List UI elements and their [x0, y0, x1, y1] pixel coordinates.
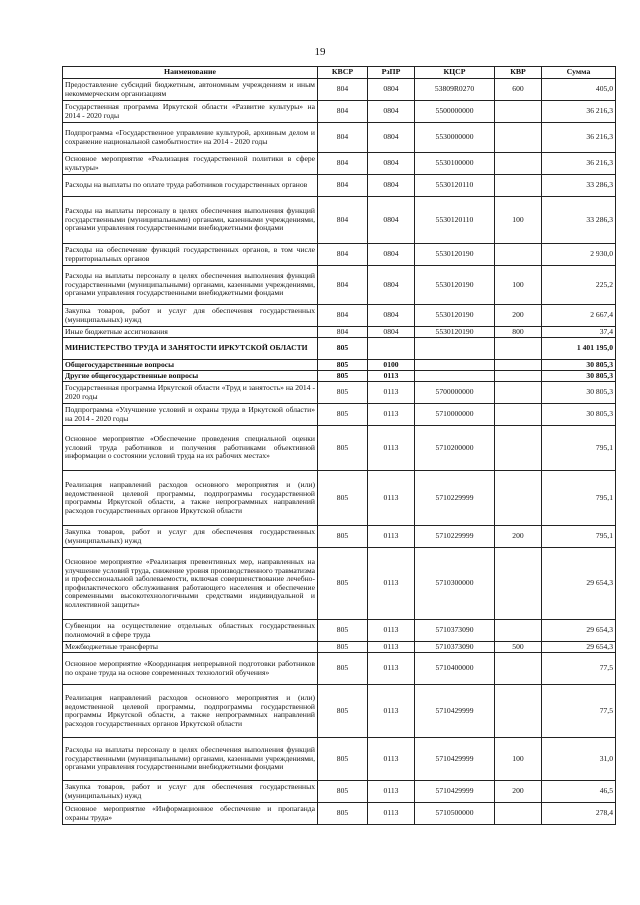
row-name-cell: Предоставление субсидий бюджетным, автономным учреждениям и иным некоммерческим организациям: [63, 79, 318, 101]
row-kvsr-cell: 804: [318, 175, 368, 197]
row-kcsr-cell: 5530120190: [415, 305, 495, 327]
row-sum-cell: 36 216,3: [542, 101, 616, 123]
row-name-cell: Государственная программа Иркутской области «Развитие культуры» на 2014 - 2020 годы: [63, 101, 318, 123]
table-row: [63, 548, 616, 620]
row-kvsr-cell: 805: [318, 471, 368, 526]
row-rzpr-cell: 0113: [368, 382, 415, 404]
row-kcsr-cell: 5530120190: [415, 244, 495, 266]
row-kvsr-cell: 805: [318, 685, 368, 738]
row-rzpr-cell: 0804: [368, 101, 415, 123]
row-kcsr-cell: 5710500000: [415, 803, 495, 825]
row-rzpr-cell: 0113: [368, 803, 415, 825]
row-name-cell: Другие общегосударственные вопросы: [63, 371, 318, 382]
table-row: [63, 471, 616, 526]
row-kvsr-cell: 804: [318, 101, 368, 123]
row-rzpr-cell: 0113: [368, 781, 415, 803]
row-sum-cell: 77,5: [542, 653, 616, 685]
column-header-name: Наименование: [63, 67, 318, 79]
row-sum-cell: 278,4: [542, 803, 616, 825]
row-name-cell: Закупка товаров, работ и услуг для обеспечения государственных (муниципальных) нужд: [63, 781, 318, 803]
table-row: [63, 426, 616, 471]
row-kcsr-cell: 5710429999: [415, 781, 495, 803]
row-kvr-cell: [495, 426, 542, 471]
row-rzpr-cell: 0113: [368, 620, 415, 642]
row-name-cell: Основное мероприятие «Информационное обеспечение и пропаганда охраны труда»: [63, 803, 318, 825]
row-name-cell: Реализация направлений расходов основного мероприятия и (или) ведомственной целевой программы, подпрограммы государственной программы Иркутской области, а также непрограммных направлений расходов государственных органов Иркутской области: [63, 685, 318, 738]
column-header-sum: Сумма: [542, 67, 616, 79]
table-row: [63, 738, 616, 781]
row-sum-cell: 795,1: [542, 471, 616, 526]
row-name-cell: Основное мероприятие «Обеспечение проведения специальной оценки условий труда работников и получения работниками объективной информации о состоянии условий труда на их рабочих местах»: [63, 426, 318, 471]
row-kvsr-cell: 805: [318, 642, 368, 653]
row-kvsr-cell: 805: [318, 360, 368, 371]
row-sum-cell: 36 216,3: [542, 123, 616, 153]
row-kcsr-cell: 5530120110: [415, 175, 495, 197]
row-kcsr-cell: [415, 360, 495, 371]
row-sum-cell: 30 805,3: [542, 360, 616, 371]
row-sum-cell: 36 216,3: [542, 153, 616, 175]
row-kvsr-cell: 805: [318, 781, 368, 803]
row-sum-cell: 1 401 195,0: [542, 338, 616, 360]
table-header-row: [63, 67, 616, 79]
row-name-cell: Подпрограмма «Государственное управление культурой, архивным делом и сохранение национальной самобытности» на 2014 - 2020 годы: [63, 123, 318, 153]
row-kcsr-cell: [415, 371, 495, 382]
row-kcsr-cell: 5710300000: [415, 548, 495, 620]
table-row: [63, 305, 616, 327]
row-kvr-cell: 100: [495, 266, 542, 305]
row-kvr-cell: [495, 153, 542, 175]
row-name-cell: Расходы на выплаты персоналу в целях обеспечения выполнения функций государственными (муниципальными) органами, казенными учреждениями, органами управления государственными внебюджетными фондами: [63, 738, 318, 781]
row-kvr-cell: [495, 803, 542, 825]
row-kvr-cell: 200: [495, 526, 542, 548]
row-kvsr-cell: 805: [318, 620, 368, 642]
row-kvr-cell: [495, 471, 542, 526]
table-row: [63, 197, 616, 244]
row-kcsr-cell: 5710000000: [415, 404, 495, 426]
row-rzpr-cell: 0804: [368, 305, 415, 327]
table-row: [63, 338, 616, 360]
row-kcsr-cell: 5530120190: [415, 327, 495, 338]
row-kvr-cell: 100: [495, 738, 542, 781]
row-sum-cell: 2 667,4: [542, 305, 616, 327]
row-rzpr-cell: 0113: [368, 426, 415, 471]
row-kcsr-cell: 5710229999: [415, 526, 495, 548]
row-kvr-cell: [495, 244, 542, 266]
row-kvr-cell: [495, 548, 542, 620]
row-kcsr-cell: 5710429999: [415, 685, 495, 738]
row-sum-cell: 46,5: [542, 781, 616, 803]
budget-table: [62, 66, 616, 825]
row-kvsr-cell: 804: [318, 305, 368, 327]
table-row: [63, 123, 616, 153]
row-kvsr-cell: 805: [318, 526, 368, 548]
row-name-cell: Закупка товаров, работ и услуг для обеспечения государственных (муниципальных) нужд: [63, 526, 318, 548]
row-kvr-cell: [495, 338, 542, 360]
table-row: [63, 244, 616, 266]
row-name-cell: Иные бюджетные ассигнования: [63, 327, 318, 338]
row-name-cell: Общегосударственные вопросы: [63, 360, 318, 371]
row-rzpr-cell: 0113: [368, 738, 415, 781]
row-kvr-cell: [495, 101, 542, 123]
row-rzpr-cell: 0804: [368, 266, 415, 305]
row-rzpr-cell: 0804: [368, 153, 415, 175]
row-kvr-cell: 500: [495, 642, 542, 653]
row-kvsr-cell: 804: [318, 266, 368, 305]
row-kvr-cell: 200: [495, 305, 542, 327]
row-name-cell: Расходы на обеспечение функций государственных органов, в том числе территориальных органов: [63, 244, 318, 266]
row-sum-cell: 33 286,3: [542, 197, 616, 244]
row-sum-cell: 30 805,3: [542, 382, 616, 404]
row-kvr-cell: [495, 360, 542, 371]
table-row: [63, 685, 616, 738]
row-rzpr-cell: 0100: [368, 360, 415, 371]
row-kcsr-cell: 5530000000: [415, 123, 495, 153]
row-sum-cell: 795,1: [542, 426, 616, 471]
row-kvsr-cell: 804: [318, 327, 368, 338]
row-kcsr-cell: 5710373090: [415, 620, 495, 642]
row-sum-cell: 795,1: [542, 526, 616, 548]
row-sum-cell: 225,2: [542, 266, 616, 305]
row-name-cell: Расходы на выплаты по оплате труда работников государственных органов: [63, 175, 318, 197]
row-rzpr-cell: 0113: [368, 471, 415, 526]
row-sum-cell: 31,0: [542, 738, 616, 781]
row-sum-cell: 37,4: [542, 327, 616, 338]
row-name-cell: Расходы на выплаты персоналу в целях обеспечения выполнения функций государственными (муниципальными) органами, казенными учреждениями, органами управления государственными внебюджетными фондами: [63, 266, 318, 305]
row-kvr-cell: 600: [495, 79, 542, 101]
row-kvsr-cell: 805: [318, 803, 368, 825]
row-name-cell: Расходы на выплаты персоналу в целях обеспечения выполнения функций государственными (муниципальными) органами, казенными учреждениями, органами управления государственными внебюджетными фондами: [63, 197, 318, 244]
row-sum-cell: 29 654,3: [542, 642, 616, 653]
column-header-kcsr: КЦСР: [415, 67, 495, 79]
row-sum-cell: 77,5: [542, 685, 616, 738]
row-name-cell: Субвенции на осуществление отдельных областных государственных полномочий в сфере труда: [63, 620, 318, 642]
table-row: [63, 327, 616, 338]
row-kvr-cell: 100: [495, 197, 542, 244]
row-kcsr-cell: 53809R0270: [415, 79, 495, 101]
table-row: [63, 175, 616, 197]
row-name-cell: Закупка товаров, работ и услуг для обеспечения государственных (муниципальных) нужд: [63, 305, 318, 327]
row-kcsr-cell: 5530120110: [415, 197, 495, 244]
row-kvr-cell: [495, 620, 542, 642]
row-kvr-cell: 800: [495, 327, 542, 338]
row-kvr-cell: [495, 685, 542, 738]
column-header-kvsr: КВСР: [318, 67, 368, 79]
table-row: [63, 653, 616, 685]
row-kvr-cell: [495, 123, 542, 153]
row-rzpr-cell: 0804: [368, 244, 415, 266]
row-rzpr-cell: 0804: [368, 327, 415, 338]
row-kvsr-cell: 804: [318, 153, 368, 175]
row-sum-cell: 29 654,3: [542, 548, 616, 620]
row-rzpr-cell: 0804: [368, 123, 415, 153]
table-row: [63, 371, 616, 382]
table-row: [63, 526, 616, 548]
row-sum-cell: 29 654,3: [542, 620, 616, 642]
row-name-cell: Государственная программа Иркутской области «Труд и занятость» на 2014 - 2020 годы: [63, 382, 318, 404]
row-kvr-cell: [495, 404, 542, 426]
row-sum-cell: 33 286,3: [542, 175, 616, 197]
row-kvsr-cell: 805: [318, 548, 368, 620]
row-name-cell: Реализация направлений расходов основного мероприятия и (или) ведомственной целевой программы, подпрограммы государственной программы Иркутской области, а также непрограммных направлений расходов государственных органов Иркутской области: [63, 471, 318, 526]
row-sum-cell: 30 805,3: [542, 404, 616, 426]
row-sum-cell: 405,0: [542, 79, 616, 101]
page-number: 19: [314, 46, 326, 58]
row-kvsr-cell: 805: [318, 382, 368, 404]
row-rzpr-cell: 0804: [368, 175, 415, 197]
row-name-cell: Основное мероприятие «Координация непрерывной подготовки работников по охране труда на основе современных технологий обучения»: [63, 653, 318, 685]
row-kvsr-cell: 804: [318, 79, 368, 101]
column-header-kvr: КВР: [495, 67, 542, 79]
table-row: [63, 803, 616, 825]
row-kvsr-cell: 804: [318, 123, 368, 153]
table-row: [63, 79, 616, 101]
table-row: [63, 382, 616, 404]
row-kcsr-cell: 5710429999: [415, 738, 495, 781]
column-header-rzpr: РзПР: [368, 67, 415, 79]
row-kvsr-cell: 805: [318, 426, 368, 471]
row-kvr-cell: [495, 175, 542, 197]
table-row: [63, 101, 616, 123]
row-kvr-cell: [495, 382, 542, 404]
row-rzpr-cell: 0113: [368, 526, 415, 548]
row-rzpr-cell: 0804: [368, 79, 415, 101]
row-name-cell: Подпрограмма «Улучшение условий и охраны труда в Иркутской области» на 2014 - 2020 годы: [63, 404, 318, 426]
row-kcsr-cell: 5710229999: [415, 471, 495, 526]
row-kvr-cell: [495, 371, 542, 382]
row-rzpr-cell: [368, 338, 415, 360]
row-name-cell: Основное мероприятие «Реализация превентивных мер, направленных на улучшение условий труда, снижение уровня производственного травматизма и профессиональной заболеваемости, включая совершенствование лечебно-профилактического обслуживания работающего населения и обеспечение современными высокотехнологичными средствами индивидуальной и коллективной защиты»: [63, 548, 318, 620]
table-row: [63, 404, 616, 426]
row-rzpr-cell: 0113: [368, 371, 415, 382]
table-row: [63, 642, 616, 653]
row-kvsr-cell: 805: [318, 738, 368, 781]
row-kcsr-cell: 5710400000: [415, 653, 495, 685]
table-row: [63, 620, 616, 642]
row-kcsr-cell: 5710200000: [415, 426, 495, 471]
row-sum-cell: 2 930,0: [542, 244, 616, 266]
row-kvsr-cell: 805: [318, 653, 368, 685]
row-kvr-cell: [495, 653, 542, 685]
row-sum-cell: 30 805,3: [542, 371, 616, 382]
row-kcsr-cell: 5700000000: [415, 382, 495, 404]
row-name-cell: МИНИСТЕРСТВО ТРУДА И ЗАНЯТОСТИ ИРКУТСКОЙ ОБЛАСТИ: [63, 338, 318, 360]
table-row: [63, 360, 616, 371]
row-kvsr-cell: 804: [318, 197, 368, 244]
row-rzpr-cell: 0113: [368, 653, 415, 685]
row-kcsr-cell: 5530100000: [415, 153, 495, 175]
row-kvsr-cell: 804: [318, 244, 368, 266]
row-kvsr-cell: 805: [318, 371, 368, 382]
table-row: [63, 153, 616, 175]
row-kcsr-cell: 5710373090: [415, 642, 495, 653]
row-kvsr-cell: 805: [318, 404, 368, 426]
table-row: [63, 781, 616, 803]
row-rzpr-cell: 0804: [368, 197, 415, 244]
table-row: [63, 266, 616, 305]
row-rzpr-cell: 0113: [368, 685, 415, 738]
row-kcsr-cell: 5530120190: [415, 266, 495, 305]
row-kvsr-cell: 805: [318, 338, 368, 360]
row-rzpr-cell: 0113: [368, 548, 415, 620]
row-kvr-cell: 200: [495, 781, 542, 803]
row-rzpr-cell: 0113: [368, 642, 415, 653]
row-rzpr-cell: 0113: [368, 404, 415, 426]
row-kcsr-cell: 5500000000: [415, 101, 495, 123]
row-name-cell: Основное мероприятие «Реализация государственной политики в сфере культуры»: [63, 153, 318, 175]
row-name-cell: Межбюджетные трансферты: [63, 642, 318, 653]
row-kcsr-cell: [415, 338, 495, 360]
